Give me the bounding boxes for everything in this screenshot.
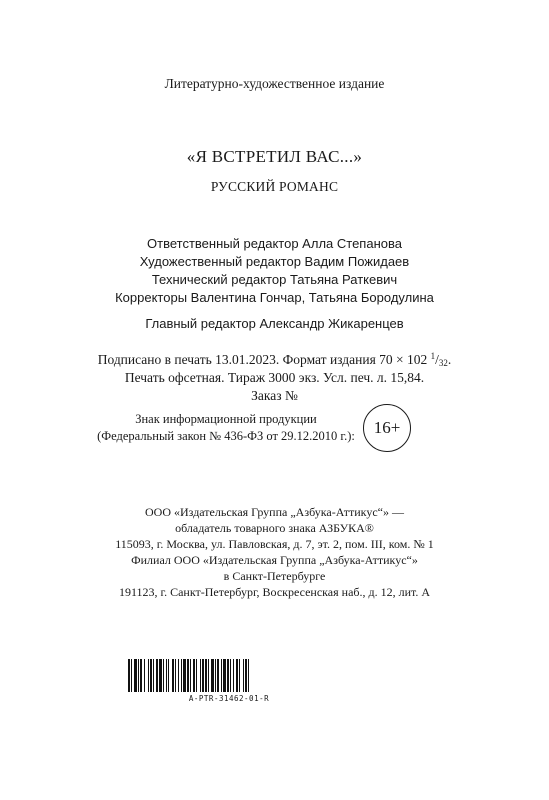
proofreaders: Корректоры Валентина Гончар, Татьяна Бородулина xyxy=(115,290,434,305)
format-fraction-denominator: 32 xyxy=(438,358,448,368)
barcode xyxy=(128,659,330,692)
branch-name: Филиал ООО «Издательская Группа „Азбука-Аттикус“» xyxy=(131,553,418,567)
branch-city: в Санкт-Петербурге xyxy=(223,569,326,583)
book-title: «Я ВСТРЕТИЛ ВАС...» xyxy=(186,147,363,166)
info-sign-label: Знак информационной продукции xyxy=(135,412,317,426)
publisher-name: ООО «Издательская Группа „Азбука-Аттикус“» — xyxy=(145,505,404,519)
technical-editor: Технический редактор Татьяна Раткевич xyxy=(151,272,398,287)
age-rating-badge xyxy=(363,404,411,452)
publisher-trademark: обладатель товарного знака АЗБУКА® xyxy=(175,521,374,535)
responsible-editor: Ответственный редактор Алла Степанова xyxy=(147,236,402,251)
edition-type: Литературно-художественное издание xyxy=(164,76,385,91)
format-fraction-numerator: 1 xyxy=(430,351,436,361)
book-subtitle: РУССКИЙ РОМАНС xyxy=(210,179,339,194)
chief-editor: Главный редактор Александр Жикаренцев xyxy=(145,316,404,331)
print-info-line-1: Подписано в печать 13.01.2023. Формат издания 70 × 102 $^1$/32. xyxy=(97,351,452,368)
info-sign-law: (Федеральный закон № 436-ФЗ от 29.12.2010 г.): xyxy=(97,429,355,443)
barcode-label: A-PTR-31462-01-R xyxy=(188,694,270,703)
age-rating-text: 16+ xyxy=(373,418,401,437)
print-info-format: Подписано в печать 13.01.2023. Формат издания 70 × 102 xyxy=(97,352,428,367)
print-info-line-2: Печать офсетная. Тираж 3000 экз. Усл. печ. л. 15,84. xyxy=(124,370,425,385)
order-number: Заказ № xyxy=(251,388,298,403)
print-info-period: . xyxy=(447,352,452,367)
art-editor: Художественный редактор Вадим Пожидаев xyxy=(139,254,410,269)
publisher-address: 115093, г. Москва, ул. Павловская, д. 7, эт. 2, пом. III, ком. № 1 xyxy=(115,537,434,551)
branch-address: 191123, г. Санкт-Петербург, Воскресенская наб., д. 12, лит. А xyxy=(118,585,431,599)
